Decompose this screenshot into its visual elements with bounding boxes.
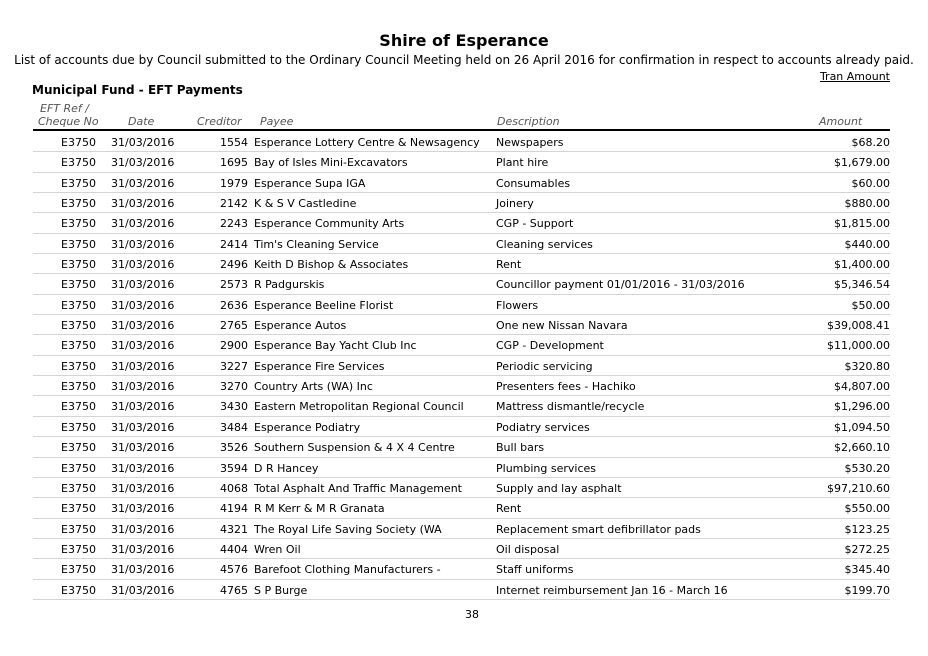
table-row [0,559,928,579]
ref-cell: E3750 [61,156,96,170]
creditor-cell: 4321 [220,522,248,536]
payee-cell: Esperance Autos [254,319,347,333]
date-cell: 31/03/2016 [111,278,175,292]
table-row [0,376,928,396]
date-cell: 31/03/2016 [111,502,175,516]
header-rule [33,129,890,131]
date-cell: 31/03/2016 [111,481,175,495]
ref-cell: E3750 [61,542,96,556]
date-cell: 31/03/2016 [111,339,175,353]
ref-cell: E3750 [61,359,96,373]
ref-cell: E3750 [61,522,96,536]
table-row [0,295,928,315]
amount-cell: $199.70 [844,583,890,597]
amount-cell: $68.20 [851,136,890,149]
description-cell: Oil disposal [496,542,560,556]
amount-cell: $1,094.50 [834,420,890,434]
amount-cell: $550.00 [844,502,890,516]
description-cell: Replacement smart defibrillator pads [496,522,701,536]
table-row [0,234,928,254]
date-cell: 31/03/2016 [111,441,175,455]
ref-cell: E3750 [61,258,96,272]
column-header-date: Date [128,115,155,128]
description-cell: Flowers [496,298,539,312]
amount-cell: $2,660.10 [834,441,890,455]
date-cell: 31/03/2016 [111,237,175,251]
payee-cell: Southern Suspension & 4 X 4 Centre [254,441,455,455]
tran-amount-label: Tran Amount [819,70,890,83]
amount-cell: $272.25 [844,542,890,556]
amount-cell: $345.40 [844,563,890,577]
description-cell: Newspapers [496,136,564,149]
date-cell: 31/03/2016 [111,359,175,373]
creditor-cell: 3484 [220,420,248,434]
date-cell: 31/03/2016 [111,156,175,170]
amount-cell: $5,346.54 [834,278,890,292]
payee-cell: Tim's Cleaning Service [254,237,379,251]
payee-cell: Total Asphalt And Traffic Management [254,481,462,495]
date-cell: 31/03/2016 [111,542,175,556]
description-cell: Rent [496,258,522,272]
ref-cell: E3750 [61,420,96,434]
amount-cell: $1,679.00 [834,156,890,170]
ref-cell: E3750 [61,176,96,190]
amount-cell: $60.00 [851,176,890,190]
payee-cell: S P Burge [254,583,308,597]
table-row [0,519,928,539]
description-cell: One new Nissan Navara [496,319,628,333]
payee-cell: Esperance Bay Yacht Club Inc [254,339,417,353]
table-row [0,580,928,600]
date-cell: 31/03/2016 [111,319,175,333]
date-cell: 31/03/2016 [111,258,175,272]
ref-cell: E3750 [61,319,96,333]
description-cell: Joinery [496,197,534,211]
date-cell: 31/03/2016 [111,522,175,536]
table-row [0,315,928,335]
ref-cell: E3750 [61,380,96,394]
payee-cell: Bay of Isles Mini-Excavators [254,156,408,170]
table-row [0,335,928,355]
table-row [0,458,928,478]
description-cell: Presenters fees - Hachiko [496,380,636,394]
payee-cell: R M Kerr & M R Granata [254,502,385,516]
table-row [0,437,928,457]
column-header-creditor: Creditor [197,115,242,128]
amount-cell: $880.00 [844,197,890,211]
ref-cell: E3750 [61,400,96,414]
ref-cell: E3750 [61,237,96,251]
description-cell: Bull bars [496,441,545,455]
date-cell: 31/03/2016 [111,400,175,414]
table-row [0,173,928,193]
table-row [0,417,928,437]
description-cell: Consumables [496,176,571,190]
page-number: 38 [465,608,479,621]
date-cell: 31/03/2016 [111,563,175,577]
creditor-cell: 2414 [220,237,248,251]
description-cell: Podiatry services [496,420,590,434]
date-cell: 31/03/2016 [111,461,175,475]
description-cell: CGP - Development [496,339,604,353]
payee-cell: Esperance Supa IGA [254,176,366,190]
description-cell: Plant hire [496,156,549,170]
date-cell: 31/03/2016 [111,380,175,394]
description-cell: Rent [496,502,522,516]
amount-cell: $1,400.00 [834,258,890,272]
payee-cell: Eastern Metropolitan Regional Council [254,400,464,414]
description-cell: CGP - Support [496,217,574,231]
description-cell: Mattress dismantle/recycle [496,400,645,414]
ref-cell: E3750 [61,339,96,353]
table-row [0,356,928,376]
creditor-cell: 1695 [220,156,248,170]
amount-cell: $97,210.60 [827,481,890,495]
payee-cell: Esperance Fire Services [254,359,385,373]
table-row [0,274,928,294]
ref-cell: E3750 [61,278,96,292]
amount-cell: $1,296.00 [834,400,890,414]
amount-cell: $530.20 [844,461,890,475]
amount-cell: $1,815.00 [834,217,890,231]
table-row [0,213,928,233]
payments-table [0,132,928,600]
payee-cell: Esperance Lottery Centre & Newsagency [254,136,480,149]
table-row [0,498,928,518]
description-cell: Staff uniforms [496,563,574,577]
payee-cell: D R Hancey [254,461,319,475]
description-cell: Internet reimbursement Jan 16 - March 16 [496,583,728,597]
creditor-cell: 3526 [220,441,248,455]
ref-cell: E3750 [61,441,96,455]
ref-cell: E3750 [61,197,96,211]
date-cell: 31/03/2016 [111,176,175,190]
creditor-cell: 2900 [220,339,248,353]
document-subtitle: List of accounts due by Council submitted to the Ordinary Council Meeting held on 26 April 2016 for confirmation in respect to accounts already paid. [14,53,914,67]
creditor-cell: 2636 [220,298,248,312]
payee-cell: Esperance Beeline Florist [254,298,394,312]
table-row [0,539,928,559]
payee-cell: Esperance Community Arts [254,217,405,231]
creditor-cell: 3430 [220,400,248,414]
amount-cell: $50.00 [851,298,890,312]
creditor-cell: 1554 [220,136,248,149]
creditor-cell: 3594 [220,461,248,475]
table-row [0,132,928,152]
amount-cell: $4,807.00 [834,380,890,394]
ref-cell: E3750 [61,563,96,577]
column-header-ref-line1: EFT Ref / [40,102,89,115]
creditor-cell: 2573 [220,278,248,292]
payee-cell: Country Arts (WA) Inc [254,380,373,394]
table-row [0,193,928,213]
creditor-cell: 1979 [220,176,248,190]
payee-cell: Wren Oil [254,542,301,556]
creditor-cell: 4576 [220,563,248,577]
date-cell: 31/03/2016 [111,217,175,231]
ref-cell: E3750 [61,583,96,597]
amount-cell: $11,000.00 [827,339,890,353]
creditor-cell: 3227 [220,359,248,373]
creditor-cell: 2243 [220,217,248,231]
column-header-ref-line2: Cheque No [38,115,99,128]
creditor-cell: 2142 [220,197,248,211]
payee-cell: K & S V Castledine [254,197,357,211]
description-cell: Cleaning services [496,237,593,251]
creditor-cell: 4765 [220,583,248,597]
date-cell: 31/03/2016 [111,298,175,312]
section-title: Municipal Fund - EFT Payments [32,83,243,97]
table-row [0,254,928,274]
date-cell: 31/03/2016 [111,420,175,434]
creditor-cell: 4194 [220,502,248,516]
date-cell: 31/03/2016 [111,197,175,211]
creditor-cell: 3270 [220,380,248,394]
date-cell: 31/03/2016 [111,583,175,597]
payee-cell: Keith D Bishop & Associates [254,258,409,272]
creditor-cell: 2765 [220,319,248,333]
payee-cell: Esperance Podiatry [254,420,361,434]
table-row [0,478,928,498]
column-header-payee: Payee [260,115,294,128]
creditor-cell: 4068 [220,481,248,495]
ref-cell: E3750 [61,461,96,475]
column-header-amount: Amount [819,115,863,128]
ref-cell: E3750 [61,136,96,149]
table-row [0,396,928,416]
ref-cell: E3750 [61,217,96,231]
ref-cell: E3750 [61,298,96,312]
column-header-description: Description [497,115,560,128]
document-title: Shire of Esperance [379,31,549,50]
description-cell: Councillor payment 01/01/2016 - 31/03/2016 [496,278,745,292]
payee-cell: The Royal Life Saving Society (WA [254,522,442,536]
creditor-cell: 4404 [220,542,248,556]
date-cell: 31/03/2016 [111,136,175,149]
description-cell: Supply and lay asphalt [496,481,622,495]
amount-cell: $123.25 [844,522,890,536]
description-cell: Plumbing services [496,461,596,475]
ref-cell: E3750 [61,481,96,495]
ref-cell: E3750 [61,502,96,516]
creditor-cell: 2496 [220,258,248,272]
amount-cell: $320.80 [844,359,890,373]
payee-cell: R Padgurskis [254,278,325,292]
description-cell: Periodic servicing [496,359,593,373]
amount-cell: $39,008.41 [827,319,890,333]
table-row [0,152,928,172]
amount-cell: $440.00 [844,237,890,251]
payee-cell: Barefoot Clothing Manufacturers - [254,563,441,577]
